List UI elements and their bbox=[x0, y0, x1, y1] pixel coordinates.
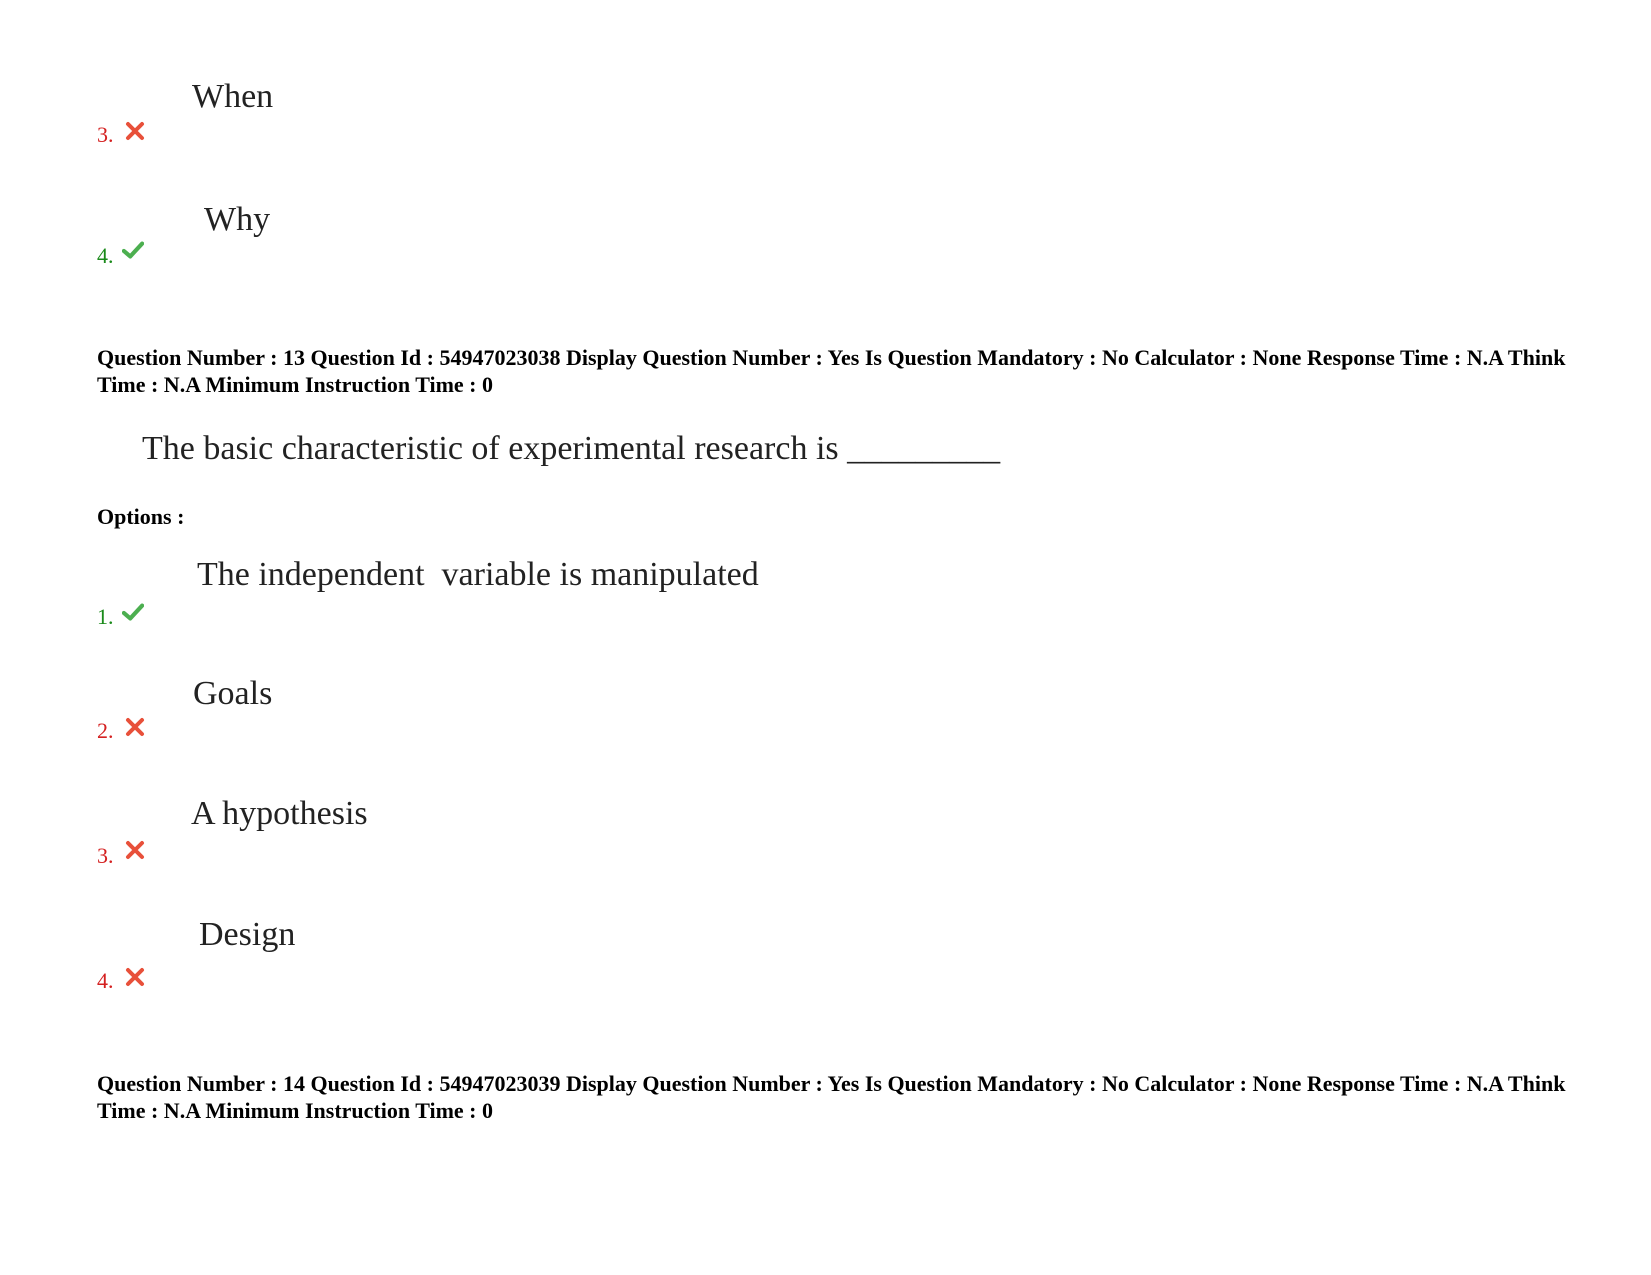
question-13-text: The basic characteristic of experimental research is _________ bbox=[142, 430, 1001, 467]
question-13-meta: Question Number : 13 Question Id : 54947023038 Display Question Number : Yes Is Question Mandatory : No Calculator : None Response Time : N.A Think Time : N.A Minimum Instruction Time : 0 bbox=[97, 345, 1566, 397]
option-text: Design bbox=[199, 916, 296, 953]
cross-icon bbox=[124, 967, 146, 987]
option-text: The independent variable is manipulated bbox=[197, 556, 759, 593]
cross-icon bbox=[124, 840, 146, 860]
option-text: A hypothesis bbox=[191, 795, 368, 832]
option-number: 3. bbox=[97, 843, 114, 868]
option-text: When bbox=[192, 78, 274, 115]
options-label: Options : bbox=[97, 504, 185, 529]
option-number: 4. bbox=[97, 968, 114, 993]
cross-icon bbox=[124, 121, 146, 141]
cross-icon bbox=[124, 717, 146, 737]
option-number: 1. bbox=[97, 604, 114, 629]
option-number: 4. bbox=[97, 243, 114, 268]
check-icon bbox=[122, 240, 144, 260]
option-number: 3. bbox=[97, 122, 114, 147]
option-number: 2. bbox=[97, 718, 114, 743]
option-text: Goals bbox=[193, 675, 273, 712]
option-text: Why bbox=[204, 201, 271, 238]
check-icon bbox=[122, 602, 144, 622]
question-14-meta: Question Number : 14 Question Id : 54947023039 Display Question Number : Yes Is Question Mandatory : No Calculator : None Response Time : N.A Think Time : N.A Minimum Instruction Time : 0 bbox=[97, 1071, 1566, 1123]
